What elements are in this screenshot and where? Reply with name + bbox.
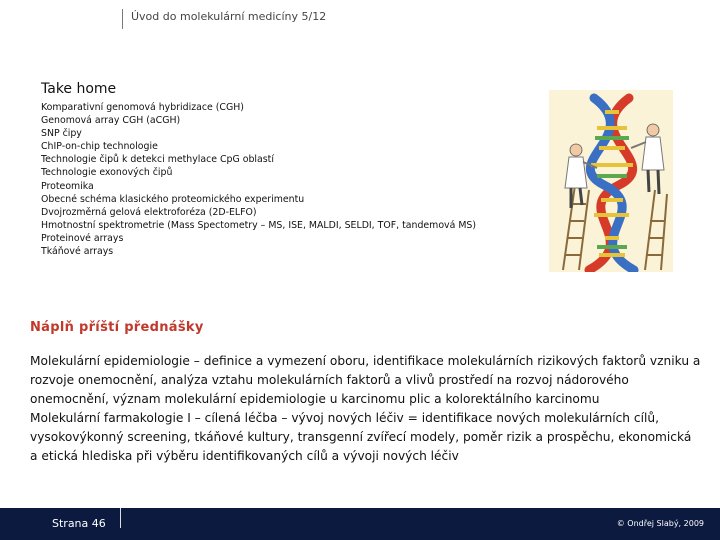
footer-divider: [120, 508, 121, 528]
list-item: Proteomika: [41, 180, 94, 192]
take-home-list: [41, 101, 476, 258]
footer-bar: [0, 508, 720, 540]
take-home-heading: Take home: [41, 81, 117, 97]
slide-header-title: Úvod do molekulární medicíny 5/12: [131, 10, 327, 23]
header-divider: [122, 9, 123, 29]
next-lecture-text: [30, 352, 702, 466]
dna-scientists-illustration-icon: [549, 90, 673, 272]
list-item: Tkáňové arrays: [41, 246, 114, 258]
list-item: ChIP-on-chip technologie: [41, 141, 158, 153]
list-item: SNP čipy: [41, 128, 82, 140]
next-lecture-heading: Náplň příští přednášky: [30, 320, 204, 335]
list-item: Dvojrozměrná gelová elektroforéza (2D-ELFO): [41, 206, 257, 218]
next-lecture-paragraph-pharmacology: Molekulární farmakologie I – cílená léčba – vývoj nových léčiv = identifikace nových molekulárních cílů, vysokovýkonný screening, tkáňové kultury, transgenní zvířecí modely, poměr rizik a prospěchu, ekonomická a etická hlediska při výběru identifikovaných cílů a vývoji nových léčiv: [30, 411, 692, 463]
copyright-text: © Ondřej Slabý, 2009: [616, 519, 704, 528]
list-item: Technologie čipů k detekci methylace CpG oblastí: [41, 154, 274, 166]
list-item: Obecné schéma klasického proteomického experimentu: [41, 193, 305, 205]
list-item: Komparativní genomová hybridizace (CGH): [41, 102, 244, 113]
page-number: Strana 46: [52, 517, 106, 530]
list-item: Proteinové arrays: [41, 232, 124, 244]
list-item: Technologie exonových čipů: [41, 167, 173, 179]
list-item: Genomová array CGH (aCGH): [41, 115, 181, 127]
next-lecture-paragraph-epidemiology: Molekulární epidemiologie – definice a vymezení oboru, identifikace molekulárních rizikových faktorů vzniku a rozvoje onemocnění, analýza vztahu molekulárních faktorů a vlivů prostředí na rozvoj nádorového onemocnění, význam molekulární epidemiologie u karcinomu plic a kolorektálního karcinomu: [30, 354, 701, 406]
list-item: Hmotnostní spektrometrie (Mass Spectometry – MS, ISE, MALDI, SELDI, TOF, tandemová MS): [41, 219, 477, 231]
